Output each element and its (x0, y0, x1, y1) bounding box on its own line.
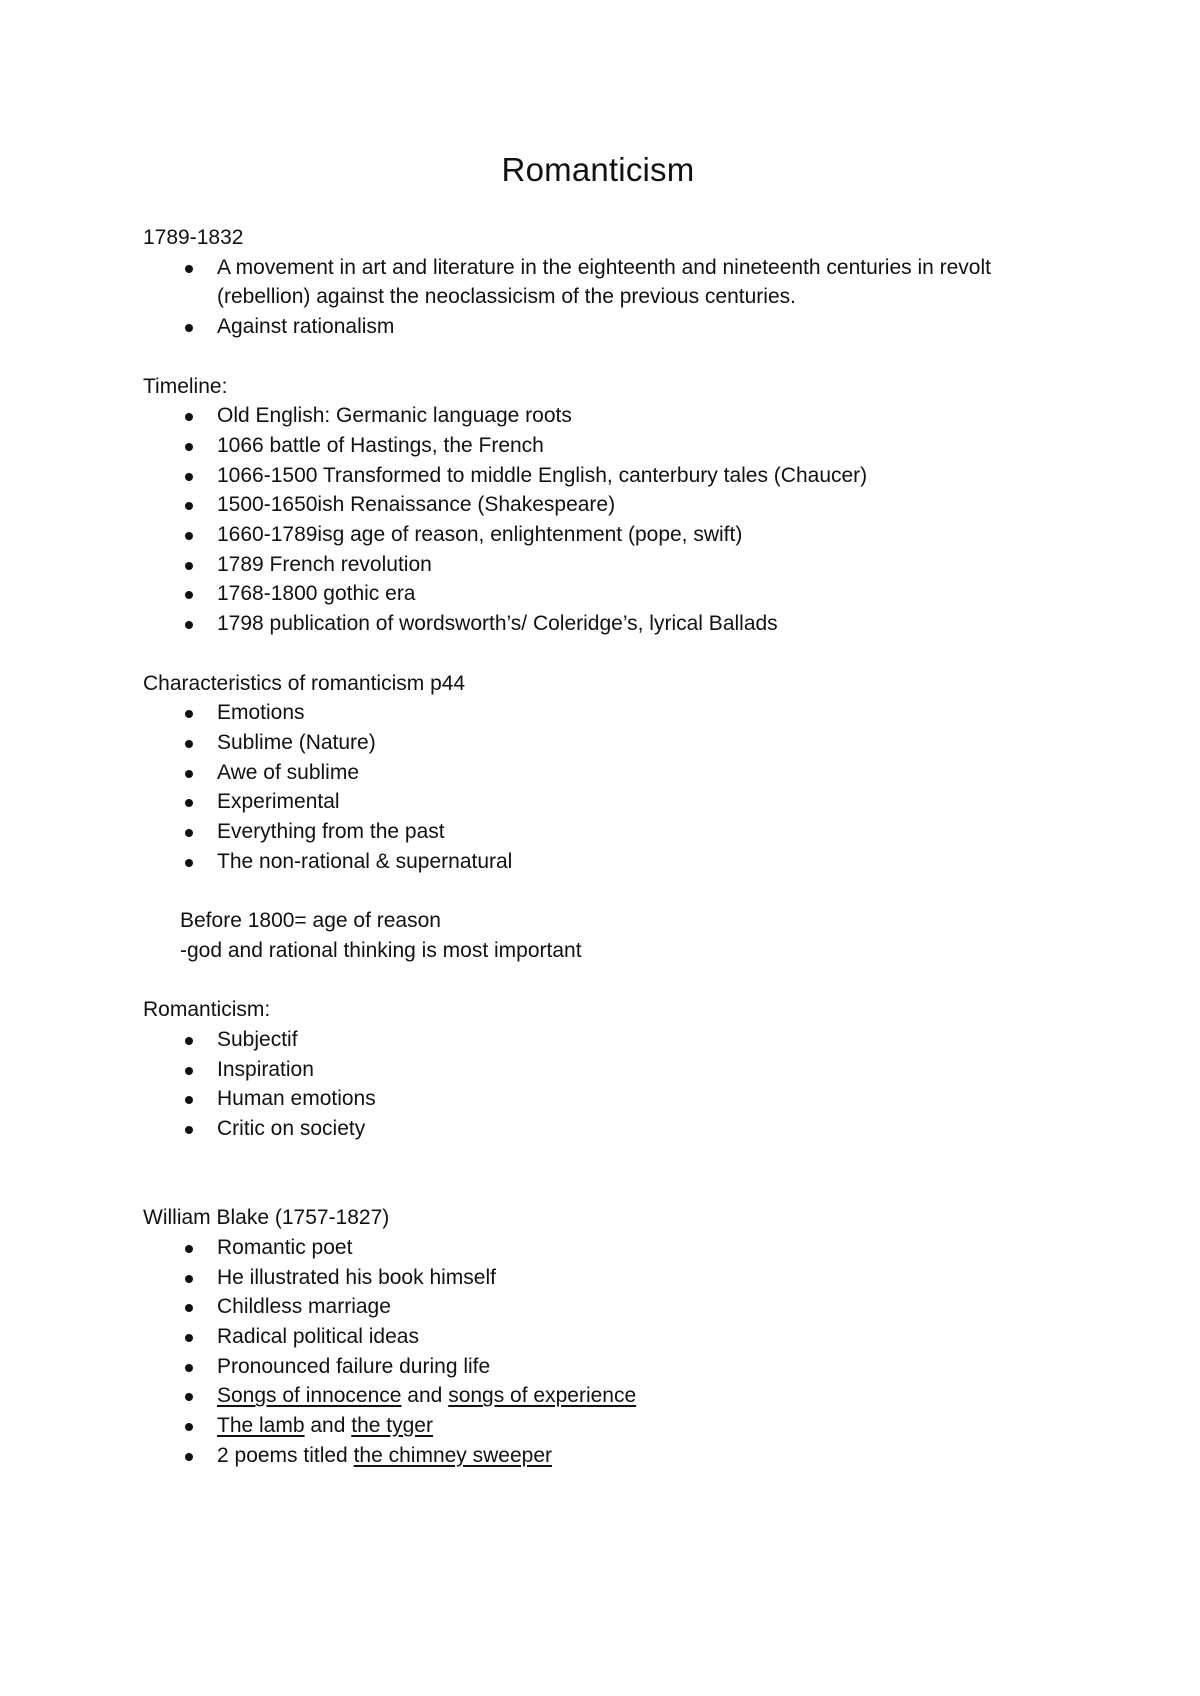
bullet-icon (185, 1245, 193, 1253)
bullet-icon (185, 1037, 193, 1045)
bullet-icon (185, 859, 193, 867)
timeline-list (143, 401, 1083, 639)
bullet-icon (185, 265, 193, 273)
list-item: He illustrated his book himself (143, 1263, 1083, 1293)
the-lamb-title: The lamb (217, 1414, 305, 1438)
bullet-icon (185, 829, 193, 837)
list-item: Everything from the past (143, 817, 1083, 847)
age-of-reason-line: Before 1800= age of reason (180, 909, 441, 933)
list-item: 1066 battle of Hastings, the French (143, 431, 1083, 461)
bullet-icon (185, 413, 193, 421)
bullet-icon (185, 1304, 193, 1312)
list-item: 1789 French revolution (143, 550, 1083, 580)
intro-list (143, 253, 1083, 342)
bullet-icon (185, 591, 193, 599)
list-item: A movement in art and literature in the eighteenth and nineteenth centuries in revolt (rebellion) against the neoclassicism of the previous centuries. (143, 253, 1083, 312)
date-range: 1789-1832 (143, 226, 244, 249)
bullet-icon (185, 532, 193, 540)
bullet-icon (185, 621, 193, 629)
blake-list (143, 1233, 1083, 1471)
list-item: 1500-1650ish Renaissance (Shakespeare) (143, 490, 1083, 520)
list-item: 2 poems titled the chimney sweeper (143, 1441, 1083, 1471)
bullet-icon (185, 1453, 193, 1461)
list-item: Sublime (Nature) (143, 728, 1083, 758)
timeline-heading: Timeline: (143, 374, 228, 398)
blake-heading: William Blake (1757-1827) (143, 1206, 390, 1230)
bullet-icon (185, 562, 193, 570)
characteristics-list (143, 698, 1083, 876)
list-item: Critic on society (143, 1114, 1083, 1144)
list-item: 1066-1500 Transformed to middle English, canterbury tales (Chaucer) (143, 461, 1083, 491)
list-item: Romantic poet (143, 1233, 1083, 1263)
bullet-icon (185, 502, 193, 510)
spacer (143, 966, 1083, 996)
bullet-icon (185, 740, 193, 748)
spacer (143, 1144, 1083, 1203)
characteristics-heading: Characteristics of romanticism p44 (143, 671, 466, 695)
list-item: Radical political ideas (143, 1322, 1083, 1352)
list-item: 1798 publication of wordsworth’s/ Coleridge’s, lyrical Ballads (143, 609, 1083, 639)
bullet-icon (185, 1067, 193, 1075)
list-item: Childless marriage (143, 1292, 1083, 1322)
spacer (143, 639, 1083, 669)
bullet-icon (185, 443, 193, 451)
list-item: The lamb and the tyger (143, 1411, 1083, 1441)
bullet-icon (185, 1275, 193, 1283)
bullet-icon (185, 473, 193, 481)
songs-of-experience-title: songs of experience (448, 1384, 637, 1408)
bullet-icon (185, 324, 193, 332)
list-item: Experimental (143, 787, 1083, 817)
bullet-icon (185, 1126, 193, 1134)
spacer (143, 876, 1083, 906)
songs-of-innocence-title: Songs of innocence (217, 1384, 402, 1408)
bullet-icon (185, 1393, 193, 1401)
bullet-icon (185, 710, 193, 718)
the-tyger-title: the tyger (351, 1414, 433, 1438)
bullet-icon (185, 1423, 193, 1431)
list-item: Emotions (143, 698, 1083, 728)
list-item: Awe of sublime (143, 758, 1083, 788)
romanticism-heading: Romanticism: (143, 998, 271, 1022)
list-item: Subjectif (143, 1025, 1083, 1055)
bullet-icon (185, 799, 193, 807)
list-item: 1660-1789isg age of reason, enlightenment (pope, swift) (143, 520, 1083, 550)
bullet-icon (185, 1364, 193, 1372)
romanticism-list (143, 1025, 1083, 1144)
list-item: Old English: Germanic language roots (143, 401, 1083, 431)
bullet-icon (185, 1096, 193, 1104)
rational-thinking-line: -god and rational thinking is most important (180, 938, 582, 962)
list-item: Inspiration (143, 1055, 1083, 1085)
chimney-sweeper-title: the chimney sweeper (353, 1443, 553, 1467)
list-item: The non-rational & supernatural (143, 847, 1083, 877)
list-item: Songs of innocence and songs of experience (143, 1381, 1083, 1411)
document-page (143, 140, 1083, 1470)
list-item: 1768-1800 gothic era (143, 579, 1083, 609)
bullet-icon (185, 1334, 193, 1342)
page-title: Romanticism (501, 151, 695, 188)
list-item: Human emotions (143, 1084, 1083, 1114)
list-item: Pronounced failure during life (143, 1352, 1083, 1382)
list-item: Against rationalism (143, 312, 1083, 342)
bullet-icon (185, 770, 193, 778)
spacer (143, 342, 1083, 372)
